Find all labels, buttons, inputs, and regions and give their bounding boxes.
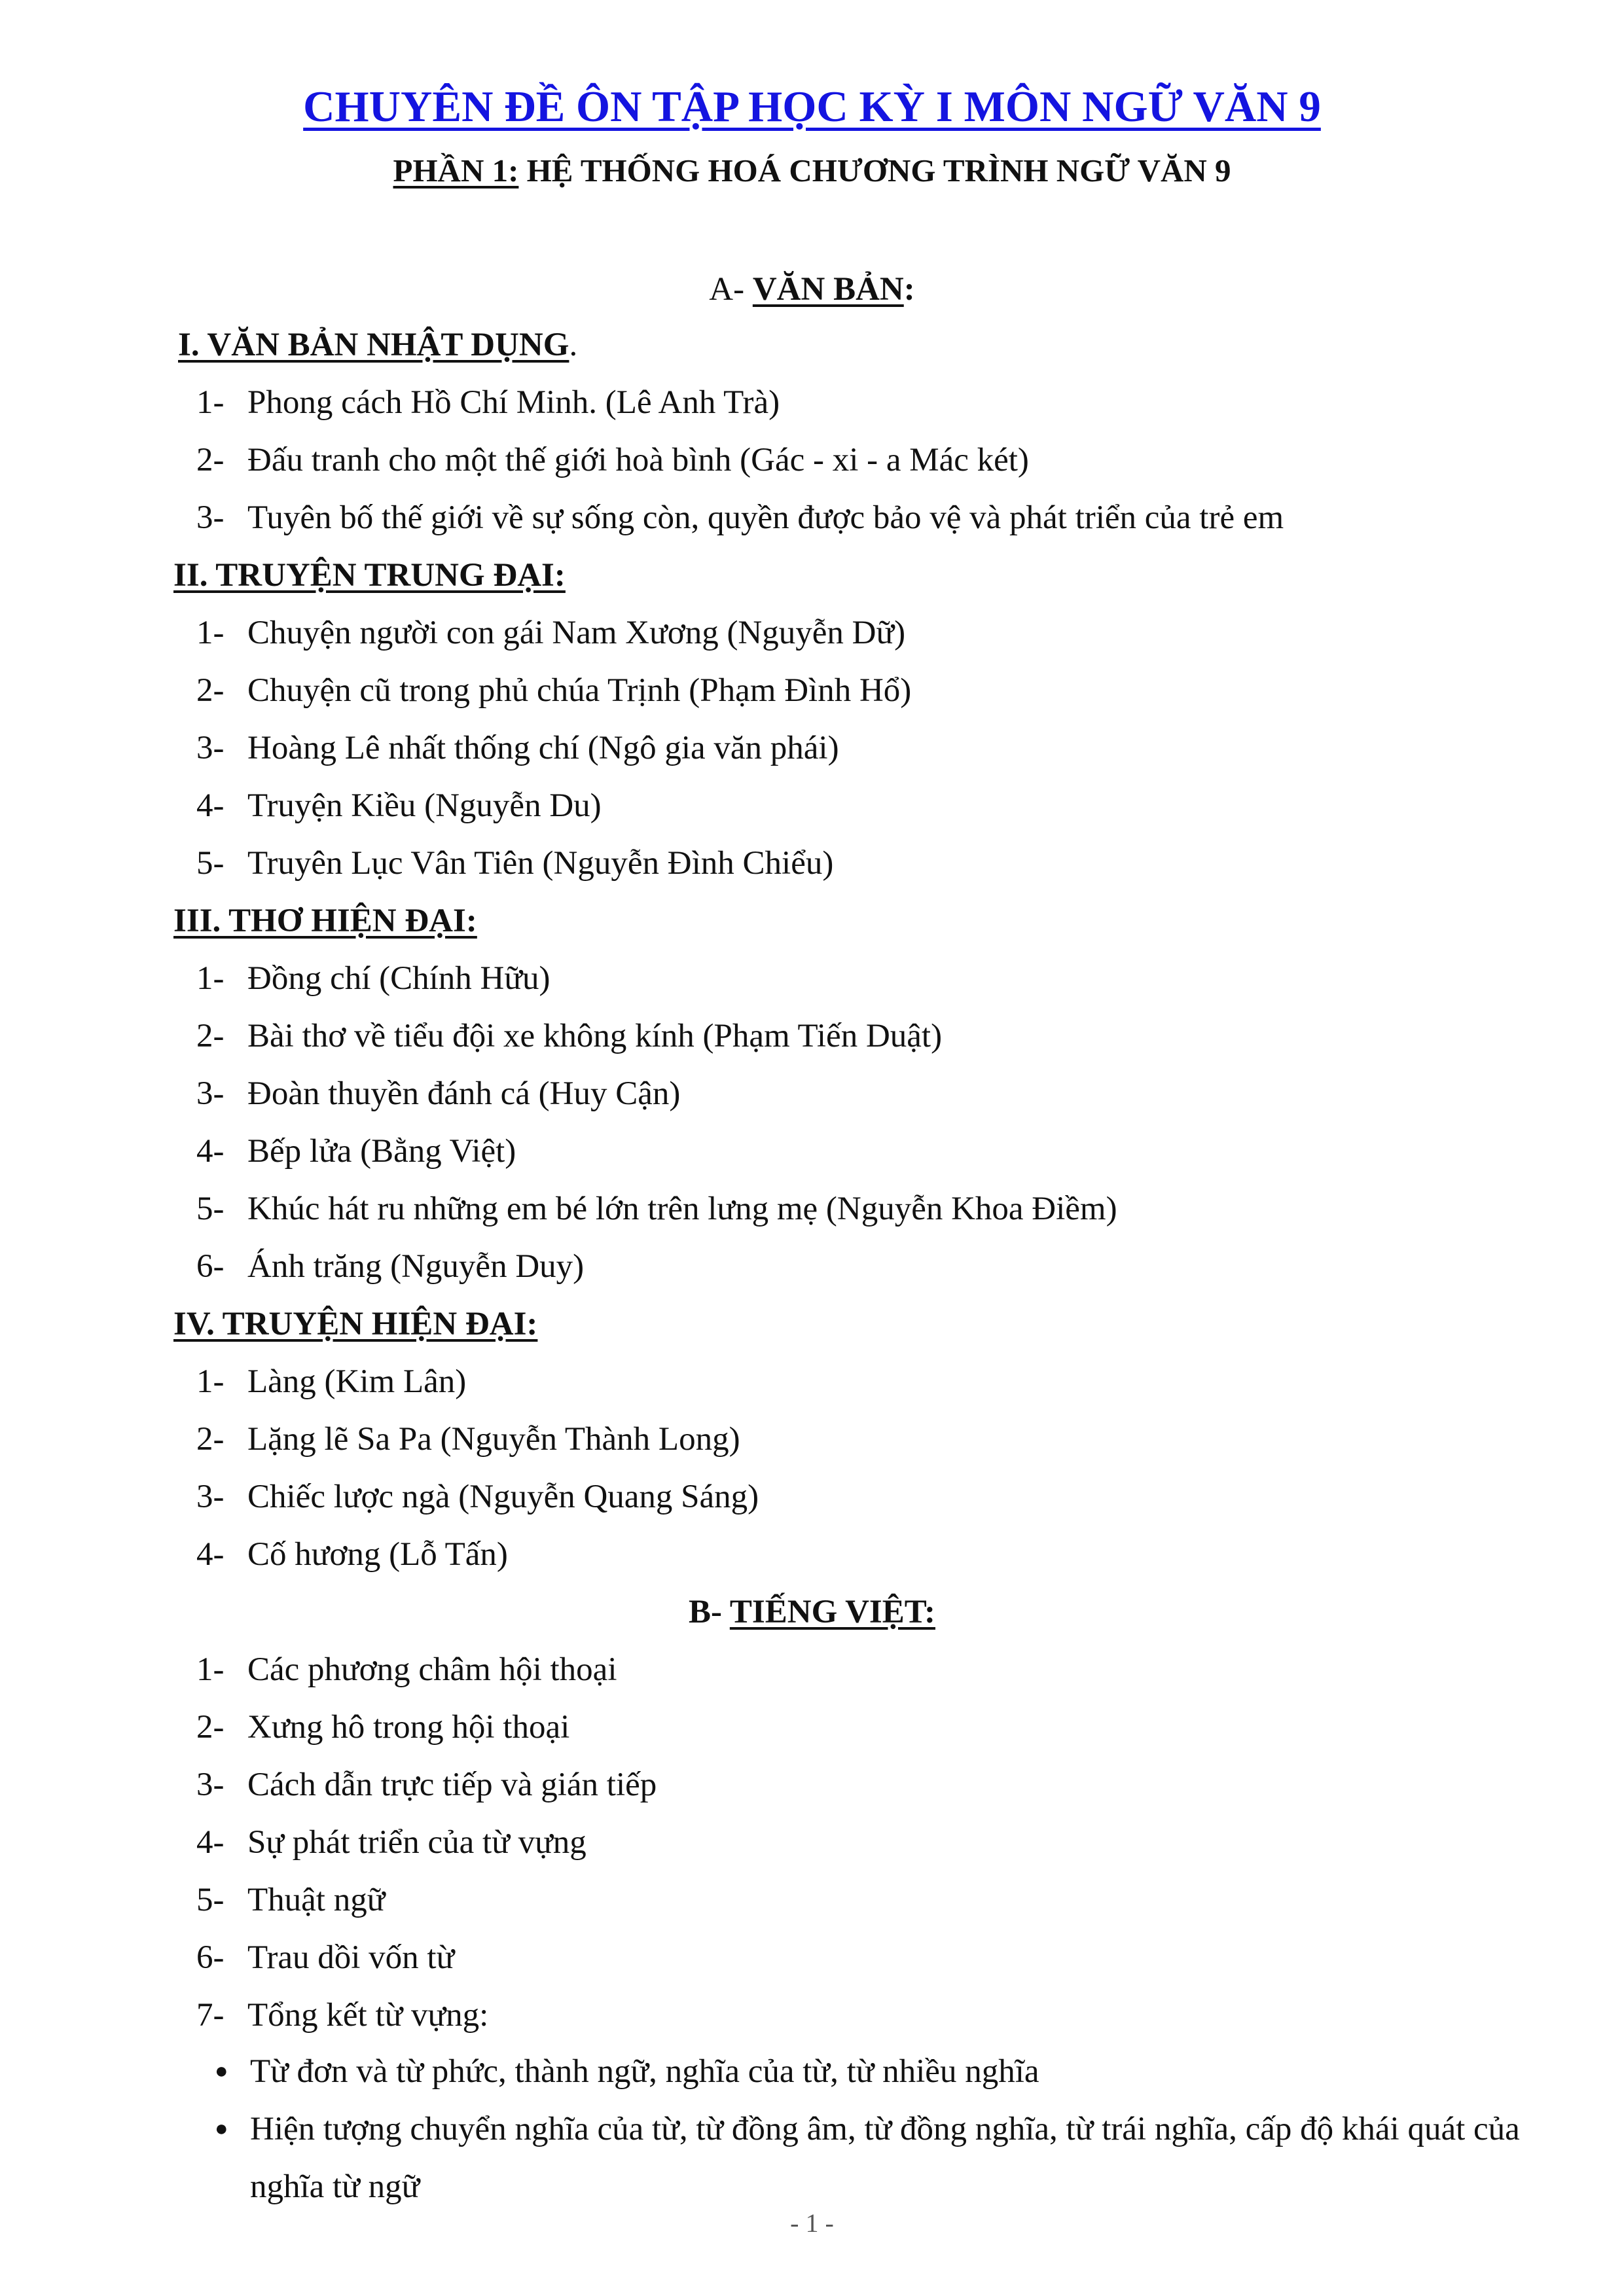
part-title: HỆ THỐNG HOÁ CHƯƠNG TRÌNH NGỮ VĂN 9 bbox=[518, 152, 1231, 188]
list-item bbox=[196, 1880, 385, 1920]
list-item bbox=[196, 383, 780, 423]
item-number: 2- bbox=[196, 1018, 225, 1054]
list-item bbox=[196, 1650, 617, 1690]
item-text: Chuyện cũ trong phủ chúa Trịnh (Phạm Đình Hổ) bbox=[247, 672, 912, 709]
item-text: Bếp lửa (Bằng Việt) bbox=[247, 1133, 516, 1170]
item-number: 5- bbox=[196, 845, 225, 882]
item-text: Chiếc lược ngà (Nguyễn Quang Sáng) bbox=[247, 1479, 759, 1515]
bullet-item bbox=[215, 2043, 1498, 2100]
list-item bbox=[196, 959, 550, 999]
item-text: Truyên Lục Vân Tiên (Nguyễn Đình Chiểu) bbox=[247, 845, 834, 882]
item-number: 6- bbox=[196, 1248, 225, 1285]
item-text: Truyện Kiều (Nguyễn Du) bbox=[247, 787, 602, 824]
list-item bbox=[196, 1016, 942, 1056]
part-a-prefix: A- bbox=[709, 271, 753, 308]
list-item bbox=[196, 1765, 657, 1805]
list-item bbox=[196, 1823, 586, 1863]
section-title: III. THƠ HIỆN ĐẠI: bbox=[173, 903, 477, 939]
item-number: 4- bbox=[196, 1536, 225, 1573]
section-heading bbox=[173, 556, 566, 596]
item-text: Khúc hát ru những em bé lớn trên lưng mẹ (Nguyễn Khoa Điềm) bbox=[247, 1191, 1117, 1227]
item-number: 7- bbox=[196, 1997, 225, 2034]
item-number: 3- bbox=[196, 1767, 225, 1803]
item-text: Bài thơ về tiểu đội xe không kính (Phạm Tiến Duật) bbox=[247, 1018, 943, 1054]
list-item bbox=[196, 1420, 740, 1460]
bullet-text: Hiện tượng chuyển nghĩa của từ, từ đồng âm, từ đồng nghĩa, từ trái nghĩa, cấp độ khái quát của nghĩa từ ngữ bbox=[250, 2111, 1520, 2205]
item-text: Đấu tranh cho một thế giới hoà bình (Gác - xi - a Mác két) bbox=[247, 442, 1029, 478]
item-number: 2- bbox=[196, 1421, 225, 1458]
item-number: 3- bbox=[196, 1479, 225, 1515]
list-item bbox=[196, 671, 911, 711]
item-number: 4- bbox=[196, 1824, 225, 1861]
list-item bbox=[196, 1362, 466, 1402]
bullet-dot-icon: ● bbox=[215, 2117, 228, 2141]
part-b-heading bbox=[0, 1592, 1624, 1632]
item-text: Đồng chí (Chính Hữu) bbox=[247, 960, 550, 997]
list-item bbox=[196, 1996, 488, 2036]
item-text: Ánh trăng (Nguyễn Duy) bbox=[247, 1248, 585, 1285]
part-a-label: VĂN BẢN bbox=[752, 271, 904, 308]
bullet-item bbox=[215, 2100, 1520, 2205]
item-number: 1- bbox=[196, 1651, 225, 1688]
part-label: PHẦN 1: bbox=[393, 152, 519, 188]
list-item bbox=[196, 1132, 516, 1172]
item-number: 5- bbox=[196, 1191, 225, 1227]
list-item bbox=[196, 1189, 1117, 1229]
section-title: II. TRUYỆN TRUNG ĐẠI: bbox=[173, 557, 566, 594]
item-text: Xưng hô trong hội thoại bbox=[247, 1709, 570, 1746]
section-title-period: . bbox=[569, 327, 578, 363]
list-item bbox=[196, 613, 905, 653]
bullet-dot-icon: ● bbox=[215, 2059, 228, 2083]
part-b-label: TIẾNG VIỆT: bbox=[729, 1594, 935, 1630]
item-text: Phong cách Hồ Chí Minh. (Lê Anh Trà) bbox=[247, 384, 780, 421]
item-text: Hoàng Lê nhất thống chí (Ngô gia văn phái) bbox=[247, 730, 839, 766]
list-item bbox=[196, 1535, 508, 1575]
part-subtitle bbox=[0, 152, 1624, 190]
list-item bbox=[196, 1477, 759, 1517]
list-item bbox=[196, 440, 1029, 480]
item-number: 3- bbox=[196, 1075, 225, 1112]
item-number: 3- bbox=[196, 499, 225, 536]
item-text: Trau dồi vốn từ bbox=[247, 1939, 455, 1976]
list-item bbox=[196, 1938, 454, 1978]
item-number: 1- bbox=[196, 1363, 225, 1400]
item-text: Tổng kết từ vựng: bbox=[247, 1997, 489, 2034]
bullet-text: Từ đơn và từ phức, thành ngữ, nghĩa của từ, từ nhiều nghĩa bbox=[250, 2053, 1039, 2090]
item-number: 3- bbox=[196, 730, 225, 766]
part-b-prefix: B- bbox=[689, 1594, 730, 1630]
item-text: Làng (Kim Lân) bbox=[247, 1363, 467, 1400]
item-text: Chuyện người con gái Nam Xương (Nguyễn Dữ) bbox=[247, 615, 906, 651]
item-text: Thuật ngữ bbox=[247, 1882, 386, 1918]
section-heading bbox=[178, 325, 577, 365]
part-a-colon: : bbox=[903, 271, 915, 308]
section-title: IV. TRUYỆN HIỆN ĐẠI: bbox=[173, 1306, 538, 1342]
item-number: 1- bbox=[196, 384, 225, 421]
document-title: CHUYÊN ĐỀ ÔN TẬP HỌC KỲ I MÔN NGỮ VĂN 9 bbox=[303, 82, 1321, 131]
item-number: 2- bbox=[196, 442, 225, 478]
item-number: 5- bbox=[196, 1882, 225, 1918]
list-item bbox=[196, 786, 602, 826]
item-text: Đoàn thuyền đánh cá (Huy Cận) bbox=[247, 1075, 681, 1112]
list-item bbox=[196, 844, 833, 884]
item-number: 6- bbox=[196, 1939, 225, 1976]
section-heading bbox=[173, 901, 477, 941]
item-text: Cách dẫn trực tiếp và gián tiếp bbox=[247, 1767, 657, 1803]
list-item bbox=[196, 728, 839, 768]
section-heading bbox=[173, 1304, 537, 1344]
item-number: 2- bbox=[196, 672, 225, 709]
item-text: Các phương châm hội thoại bbox=[247, 1651, 617, 1688]
section-title: I. VĂN BẢN NHẬT DỤNG bbox=[178, 327, 569, 363]
item-number: 4- bbox=[196, 1133, 225, 1170]
item-number: 1- bbox=[196, 960, 225, 997]
list-item bbox=[196, 1708, 569, 1748]
list-item bbox=[196, 1247, 584, 1287]
list-item bbox=[196, 1074, 680, 1114]
item-text: Cố hương (Lỗ Tấn) bbox=[247, 1536, 508, 1573]
page-number: - 1 - bbox=[790, 2208, 834, 2238]
part-a-heading bbox=[0, 270, 1624, 310]
item-number: 4- bbox=[196, 787, 225, 824]
item-number: 1- bbox=[196, 615, 225, 651]
item-text: Lặng lẽ Sa Pa (Nguyễn Thành Long) bbox=[247, 1421, 740, 1458]
item-text: Sự phát triển của từ vựng bbox=[247, 1824, 586, 1861]
item-number: 2- bbox=[196, 1709, 225, 1746]
item-text: Tuyên bố thế giới về sự sống còn, quyền được bảo vệ và phát triển của trẻ em bbox=[247, 499, 1284, 536]
list-item bbox=[196, 498, 1284, 538]
